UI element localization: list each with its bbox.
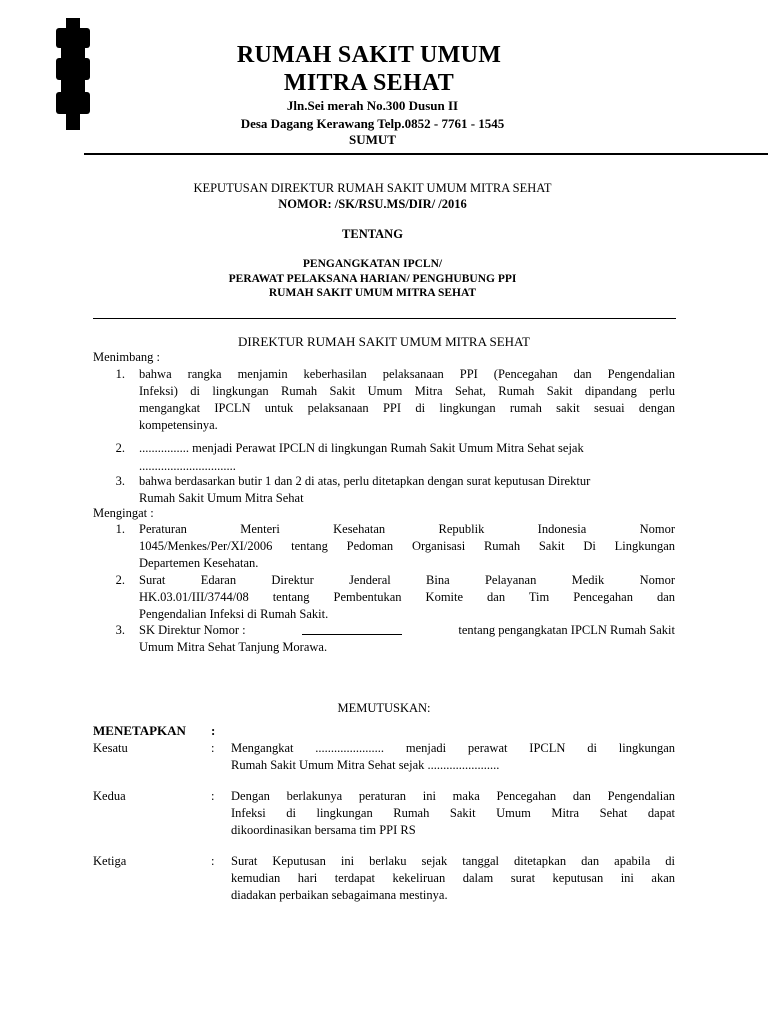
director-heading: DIREKTUR RUMAH SAKIT UMUM MITRA SEHAT (238, 334, 530, 349)
decision-colon: : (211, 741, 215, 755)
decision-label: Ketiga (93, 854, 127, 868)
hospital-name-line2: MITRA SEHAT (283, 70, 455, 96)
menimbang-label: Menimbang : (93, 350, 161, 364)
decision-label: Kesatu (93, 741, 128, 755)
mengingat-item-1: Peraturan Menteri Kesehatan Republik Indonesia Nomor 1045/Menkes/Per/XI/2006 tentang Pedoman Organisasi Rumah Sakit Di Lingkungan Departemen Kesehatan. (139, 522, 675, 570)
menimbang-item-num: 1. (115, 367, 125, 381)
menimbang-item-2: ................ menjadi Perawat IPCLN di lingkungan Rumah Sakit Umum Mitra Sehat sejak ............................... (139, 441, 584, 473)
blank-sk-number (302, 622, 402, 635)
address-line2: Desa Dagang Kerawang Telp.0852 - 7761 - 1545 (240, 116, 505, 131)
mengingat-item-num: 3. (115, 623, 125, 637)
menetapkan-label: MENETAPKAN (93, 723, 186, 738)
decision-ketiga: Surat Keputusan ini berlaku sejak tanggal ditetapkan dan apabila di kemudian hari terdapat kekeliruan dalam surat keputusan ini akan diadakan perbaikan sebagaimana mestinya. (231, 854, 675, 902)
hospital-name-line1: RUMAH SAKIT UMUM (236, 42, 502, 68)
decision-kedua: Dengan berlakunya peraturan ini maka Pencegahan dan Pengendalian Infeksi di lingkungan Rumah Sakit Umum Mitra Sehat dapat dikoordinasikan bersama tim PPI RS (231, 789, 675, 837)
memutuskan-heading: MEMUTUSKAN: (337, 701, 431, 715)
decree-heading: KEPUTUSAN DIREKTUR RUMAH SAKIT UMUM MITRA SEHAT (193, 181, 552, 195)
decision-colon: : (211, 789, 215, 803)
menimbang-item-num: 3. (115, 474, 125, 488)
decree-number: NOMOR: /SK/RSU.MS/DIR/ /2016 (278, 197, 467, 211)
subject-line2: PERAWAT PELAKSANA HARIAN/ PENGHUBUNG PPI (228, 273, 517, 285)
address-line1: Jln.Sei merah No.300 Dusun II (286, 98, 459, 113)
mengingat-item-2: Surat Edaran Direktur Jenderal Bina Pelayanan Medik Nomor HK.03.01/III/3744/08 tentang Pembentukan Komite dan Tim Pencegahan dan Pengendalian Infeksi di Rumah Sakit. (139, 573, 675, 621)
section-divider (93, 318, 676, 319)
address-line3: SUMUT (349, 132, 396, 147)
decision-label: Kedua (93, 789, 126, 803)
menimbang-item-1: bahwa rangka menjamin keberhasilan pelaksanaan PPI (Pencegahan dan Pengendalian Infeksi) di lingkungan Rumah Sakit Umum Mitra Sehat, Rumah Sakit dipandang perlu mengangkat IPCLN untuk pelaksanaan PPI di lingkungan rumah sakit sesuai dengan kompetensinya. (139, 367, 675, 432)
decision-kesatu: Mengangkat ...................... menjadi perawat IPCLN di lingkungan Rumah Sakit Umum Mitra Sehat sejak ....................... (231, 741, 675, 772)
mengingat-label: Mengingat : (93, 506, 154, 520)
subject-line1: PENGANGKATAN IPCLN/ (302, 258, 443, 270)
mengingat-item-num: 2. (115, 573, 125, 587)
mengingat-item-3: SK Direktur Nomor : tentang pengangkatan IPCLN Rumah Sakit Umum Mitra Sehat Tanjung Morawa. (139, 623, 675, 654)
menimbang-item-num: 2. (115, 441, 125, 455)
decree-about: TENTANG (342, 227, 403, 241)
menetapkan-colon: : (211, 723, 216, 738)
mengingat-item-num: 1. (115, 522, 125, 536)
subject-line3: RUMAH SAKIT UMUM MITRA SEHAT (268, 287, 477, 299)
decision-colon: : (211, 854, 215, 868)
menimbang-item-3: bahwa berdasarkan butir 1 dan 2 di atas, perlu ditetapkan dengan surat keputusan Direktur Rumah Sakit Umum Mitra Sehat (139, 474, 591, 505)
letterhead-divider (84, 153, 768, 155)
